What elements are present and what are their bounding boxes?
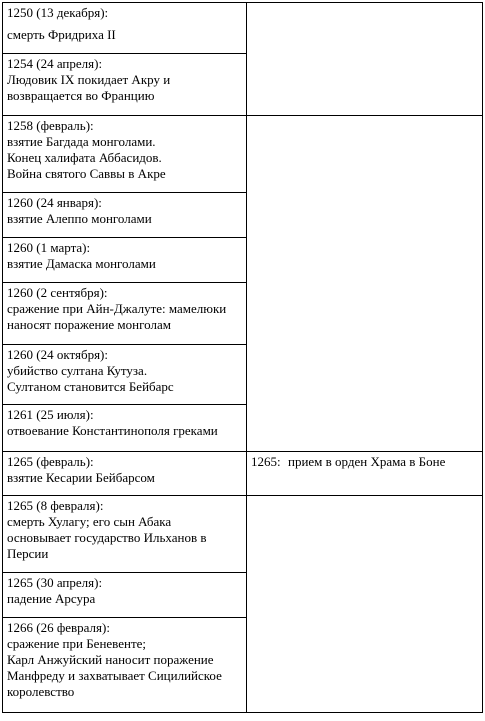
event-description-line: сражение при Айн-Джалуте: мамелюки xyxy=(7,301,227,316)
table-border-middle xyxy=(246,2,247,713)
event-cell-left xyxy=(3,405,246,451)
event-description-line: смерть Фридриха II xyxy=(7,27,116,42)
event-description-line: Конец халифата Аббасидов. xyxy=(7,150,162,165)
event-date: 1260 (1 марта): xyxy=(7,240,91,255)
event-description-line: Война святого Саввы в Акре xyxy=(7,166,166,181)
event-cell-left xyxy=(3,496,246,572)
event-date: 1265 (30 апреля): xyxy=(7,575,103,590)
event-description-line: Манфреду и захватывает Сицилийское xyxy=(7,668,222,683)
event-cell-left xyxy=(3,345,246,404)
event-description-line: Султаном становится Бейбарс xyxy=(7,379,174,394)
event-date: 1265 (февраль): xyxy=(7,454,94,469)
row-divider-right-4 xyxy=(246,712,483,713)
event-date: 1266 (26 февраля): xyxy=(7,620,110,635)
row-divider-right-3 xyxy=(246,495,483,496)
row-divider-right-1 xyxy=(246,115,483,116)
templar-event-line xyxy=(251,454,478,470)
event-description-line: взятие Кесарии Бейбарсом xyxy=(7,470,155,485)
row-divider-left-12 xyxy=(2,712,247,713)
event-cell-left xyxy=(3,573,246,617)
event-date: 1265 (8 февраля): xyxy=(7,498,104,513)
event-description-line: королевство xyxy=(7,684,75,699)
event-cell-left xyxy=(3,283,246,344)
event-cell-left xyxy=(3,116,246,192)
event-description-line: взятие Багдада монголами. xyxy=(7,134,156,149)
event-description-line: основывает государство Ильханов в xyxy=(7,530,207,545)
event-date: 1260 (24 января): xyxy=(7,195,102,210)
event-description-line: взятие Алеппо монголами xyxy=(7,211,152,226)
event-date: 1260 (24 октября): xyxy=(7,347,108,362)
event-description-line: отвоевание Константинополя греками xyxy=(7,423,218,438)
event-date: 1261 (25 июля): xyxy=(7,407,94,422)
event-date: 1254 (24 апреля): xyxy=(7,56,103,71)
event-cell-right xyxy=(247,452,482,495)
event-description-line: смерть Хулагу; его сын Абака xyxy=(7,514,172,529)
event-description-line: убийство султана Кутуза. xyxy=(7,363,148,378)
templar-event-text: прием в орден Храма в Боне xyxy=(288,454,446,469)
event-description-line: Карл Анжуйский наносит поражение xyxy=(7,652,214,667)
event-description-line: возвращается во Францию xyxy=(7,88,155,103)
event-description-line: наносят поражение монголам xyxy=(7,317,171,332)
event-cell-left xyxy=(3,54,246,115)
event-cell-left xyxy=(3,193,246,237)
event-description-line: падение Арсура xyxy=(7,591,96,606)
event-date: 1258 (февраль): xyxy=(7,118,94,133)
event-date: 1250 (13 декабря): xyxy=(7,5,109,20)
templar-event-date: 1265: xyxy=(251,454,281,469)
event-description-line: сражение при Беневенте; xyxy=(7,636,147,651)
event-date: 1260 (2 сентября): xyxy=(7,285,108,300)
row-divider-right-0 xyxy=(246,2,483,3)
event-description-line: взятие Дамаска монголами xyxy=(7,256,156,271)
event-description-line: Людовик IX покидает Акру и xyxy=(7,72,171,87)
event-cell-left xyxy=(3,452,246,495)
event-description-line: Персии xyxy=(7,546,49,561)
event-cell-left xyxy=(3,618,246,712)
event-cell-left xyxy=(3,3,246,53)
event-cell-left xyxy=(3,238,246,282)
table-border-right xyxy=(482,2,483,713)
